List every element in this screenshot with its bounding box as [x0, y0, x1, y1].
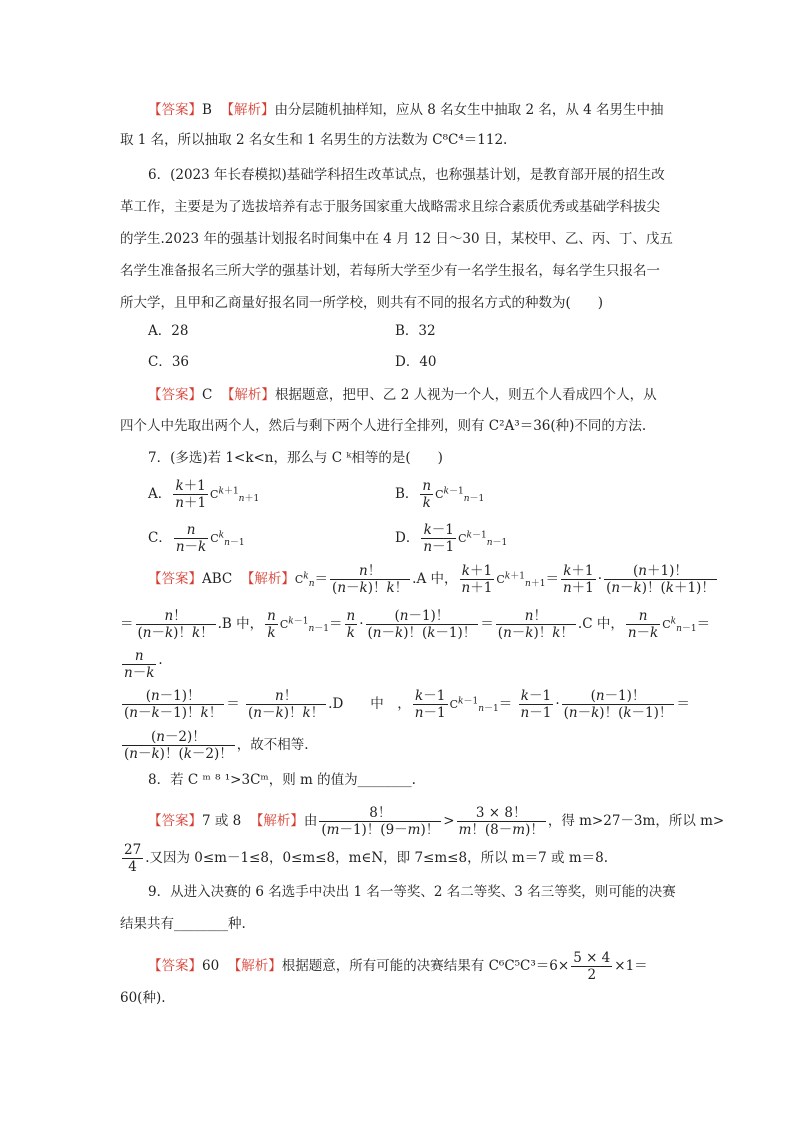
q6-line1: 6．(2023 年长春模拟)基础学科招生改革试点，也称强基计划，是教育部开展的招生改 [148, 167, 665, 183]
answer-label: 【答案】 [148, 387, 202, 403]
q7-answer-line3: $\frac{n}{n-k}$ · [124, 648, 163, 681]
analysis-label: 【解析】 [220, 387, 275, 403]
q7-answer-line1: 【答案】ABC 【解析】$C^k_n=$ $\frac{n!}{(n-k)!k!}$ .A 中， $\frac{k+1}{n+1}$ $C^{k+1}_{n+1}=$ $\frac{k+1}{n+1}$ · $\frac{(n+1)!}{(n-k)!(k+1)!}$ [148, 563, 715, 596]
analysis-label: 【解析】 [227, 958, 282, 974]
q9-line1: 9．从进入决赛的 6 名选手中决出 1 名一等奖、2 名二等奖、3 名三等奖，则可能的决赛 [148, 884, 676, 900]
answer-label: 【答案】 [148, 813, 202, 829]
answer-label: 【答案】 [148, 958, 202, 974]
q6-option-c: C．36 [148, 354, 190, 370]
q5-answer: B [202, 102, 212, 118]
q8-answer-line1: 【答案】7 或 8 【解析】由 $\frac{8!}{(m-1)!(9-m)!}$ > $\frac{3 \times 8!}{m!(8-m)!}$ ，得 m>27－3m，所以 m> [148, 805, 725, 838]
q6-analysis-1: 根据题意，把甲、乙 2 人视为一个人，则五个人看成四个人，从 [274, 387, 657, 403]
answer-label: 【答案】 [148, 571, 202, 587]
answer-label: 【答案】 [148, 102, 202, 118]
q8-stem: 8．若 C ᵐ ⁸ ¹>3Cᵐ，则 m 的值为________. [148, 772, 416, 788]
q7-answer-line2: ＝ $\frac{n!}{(n-k)!k!}$ .B 中， $\frac{n}{k}$ $C^{k-1}_{n-1}=$ $\frac{n}{k}$ · $\frac{(n-1)!}{(n-k)!(k-1)!}$ ＝ $\frac{n!}{(n-k)!k!}$ .C 中， $\frac{n}{n-k}$ $C^k_{n-1}=$ [120, 608, 711, 641]
q7-answer-line5: $\frac{(n-2)!}{(n-k)!(k-2)!}$ ，故不相等. [124, 729, 309, 762]
q6-answer-line [148, 385, 657, 405]
q6-answer: C [202, 387, 213, 403]
analysis-label: 【解析】 [249, 813, 304, 829]
q9-answer: 60 [202, 958, 220, 974]
q6-option-a: A．28 [148, 323, 189, 339]
q5-answer-line [148, 100, 664, 120]
analysis-label: 【解析】 [220, 102, 275, 118]
q6-line3: 的学生.2023 年的强基计划报名时间集中在 4 月 12 日～30 日，某校甲、乙、丙、丁、戊五 [120, 231, 673, 247]
q9-line2: 结果共有________种. [120, 916, 246, 932]
q7-answer-line4: $\frac{(n-1)!}{(n-k-1)!k!}$ ＝ $\frac{n!}{(n-k)!k!}$ .D 中 ， $\frac{k-1}{n-1}$ $C^{k-1}_{n-1}=$ $\frac{k-1}{n-1}$ · $\frac{(n-1)!}{(n-k)!(k-1)!}$ ＝ [124, 688, 690, 721]
q6-line2: 革工作，主要是为了选拔培养有志于服务国家重大战略需求且综合素质优秀或基础学科拔尖 [120, 199, 660, 215]
q7-answer: ABC [202, 571, 233, 587]
q6-line4: 名学生准备报名三所大学的强基计划，若每所大学至少有一名学生报名，每名学生只报名一 [120, 263, 660, 279]
analysis-label: 【解析】 [240, 571, 295, 587]
q6-option-d: D．40 [395, 354, 437, 370]
q5-analysis-1: 由分层随机抽样知，应从 8 名女生中抽取 2 名，从 4 名男生中抽 [274, 102, 664, 118]
q7-option-b: B． $\frac{n}{k}$ $C^{k-1}_{n-1}$ [395, 478, 485, 511]
q9-analysis-2: 60(种). [120, 990, 166, 1006]
q7-stem: 7．(多选)若 1<k<n，那么与 C ᵏ相等的是( ) [148, 450, 443, 466]
q7-option-c: C． $\frac{n}{n-k}$ $C^k_{n-1}$ [148, 522, 245, 555]
q7-option-a: A． $\frac{k+1}{n+1}$ $C^{k+1}_{n+1}$ [148, 478, 260, 511]
q6-option-b: B．32 [395, 323, 436, 339]
q6-analysis-2: 四个人中先取出两个人，然后与剩下两个人进行全排列，则有 C²A³＝36(种)不同的方法. [120, 418, 647, 434]
q8-answer: 7 或 8 [202, 813, 242, 829]
q9-answer-line1: 【答案】60 【解析】根据题意，所有可能的决赛结果有 C⁶C⁵C³＝6× $\frac{5 \times 4}{2}$ ×1＝ [148, 950, 648, 983]
q5-analysis-2: 取 1 名，所以抽取 2 名女生和 1 名男生的方法数为 C⁸C⁴＝112. [120, 132, 508, 148]
q8-answer-line2: $\frac{27}{4}$ .又因为 0≤m－1≤8，0≤m≤8，m∈N，即 7≤m≤8，所以 m＝7 或 m＝8. [124, 842, 609, 875]
q7-option-d: D． $\frac{k-1}{n-1}$ $C^{k-1}_{n-1}$ [395, 522, 508, 555]
q6-line5: 所大学，且甲和乙商量好报名同一所学校，则共有不同的报名方式的种数为( ) [120, 295, 604, 311]
